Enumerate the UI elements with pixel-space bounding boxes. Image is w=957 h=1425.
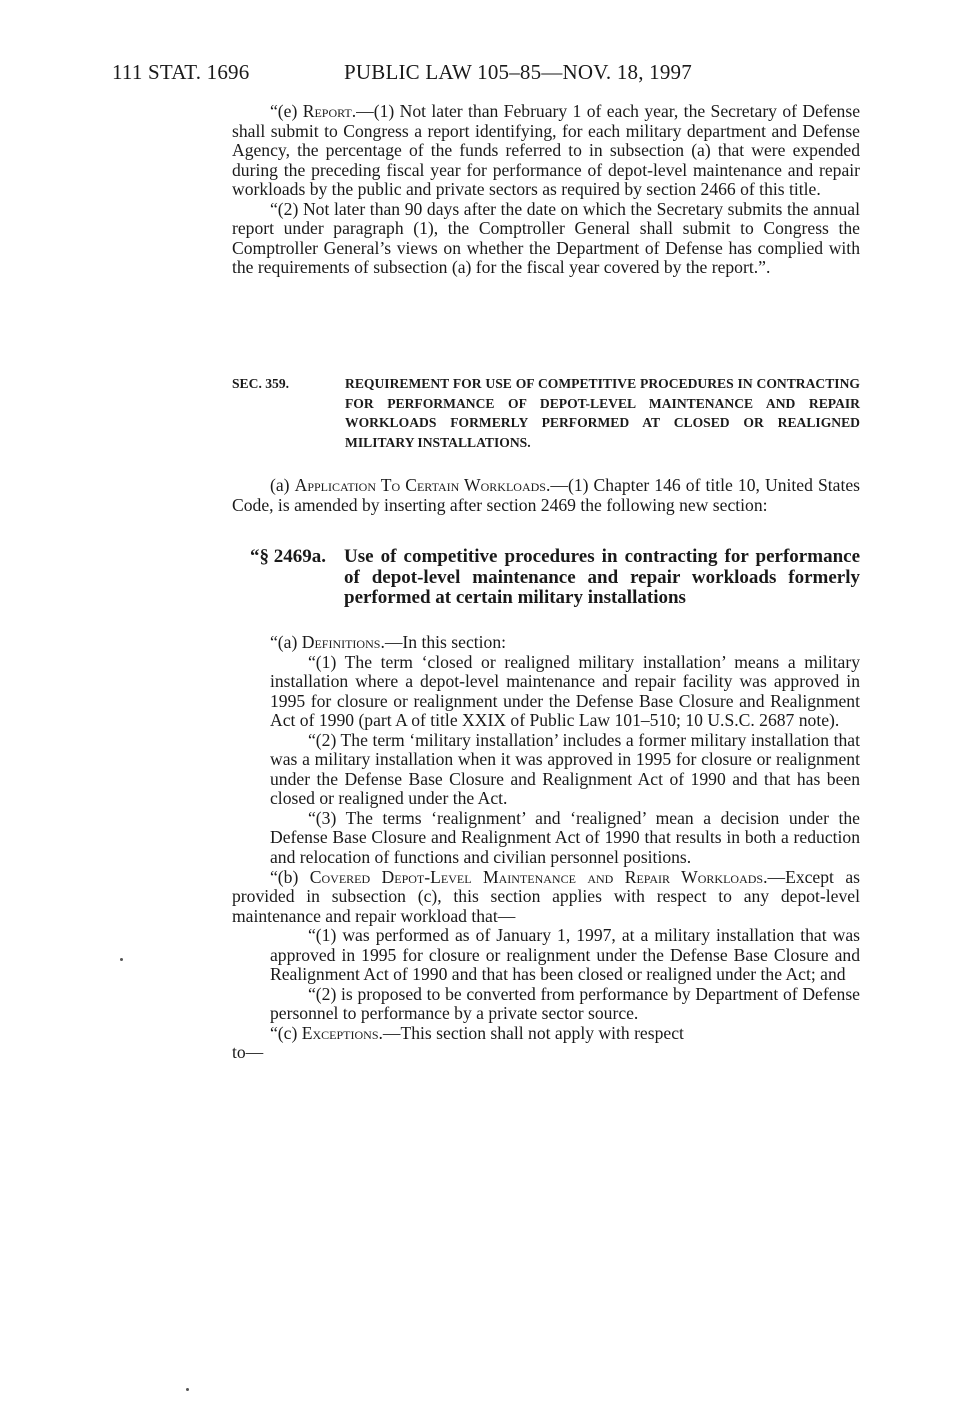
definition-item: “(3) The terms ‘realignment’ and ‘realigned’ mean a decision under the Defense Base Closure and Realignment Act of 1990 that results in both a reduction and relocation of functions and civilian personnel positions. xyxy=(270,807,860,868)
exceptions-intro xyxy=(232,1024,860,1044)
covered-workloads-list xyxy=(270,926,860,1024)
exceptions-intro-text: .—This section shall not apply with respect xyxy=(378,1022,684,1043)
scan-speck xyxy=(120,958,123,961)
definitions-intro-text: .—In this section: xyxy=(380,632,507,652)
section-359-number: SEC. 359. xyxy=(232,376,290,391)
subsection-a-caption: Application To Certain Workloads xyxy=(294,475,546,495)
covered-caption: Covered Depot-Level Maintenance and Repair Workloads xyxy=(309,866,764,887)
section-2469a-heading xyxy=(232,547,860,609)
statute-reference: 111 STAT. 1696 xyxy=(112,60,250,84)
subsection-a-application xyxy=(232,476,860,515)
definition-item: “(1) The term ‘closed or realigned military installation’ means a military installation where a depot-level maintenance and repair facility was approved in 1995 for closure or realignment under the Defense Base Closure and Realignment Act of 1990 (part A of title XXIX of Public Law 101–510; 10 U.S.C. 2687 note). xyxy=(270,651,860,731)
exceptions-lead: “(c) xyxy=(270,1022,302,1043)
section-2469a-body xyxy=(232,633,860,1063)
definitions-lead: “(a) xyxy=(270,632,302,652)
exceptions-caption: Exceptions xyxy=(301,1022,379,1043)
subsection-e-caption: Report xyxy=(302,101,352,121)
subsection-e-lead: “(e) xyxy=(270,101,303,121)
section-359-title: REQUIREMENT FOR USE OF COMPETITIVE PROCEDURES IN CONTRACTING FOR PERFORMANCE OF DEPOT-LEVEL MAINTENANCE AND REPAIR WORKLOADS FORMERLY PERFORMED AT CLOSED OR REALIGNED MILITARY INSTALLATIONS. xyxy=(345,376,860,450)
section-2469a-title: Use of competitive procedures in contracting for performance of depot-level maintenance and repair workloads formerly performed at certain military installations xyxy=(344,546,860,608)
subsection-a-lead: (a) xyxy=(270,475,295,495)
section-359-heading xyxy=(232,374,860,452)
subsection-a-paragraph xyxy=(232,476,860,515)
subsection-a-text: .—(1) Chapter 146 of title 10, United States Code, is amended by inserting after section 2469 the following new section: xyxy=(232,475,860,515)
covered-intro-text: .—Except as provided in subsection (c), this section applies with respect to any depot-level maintenance and repair workload that— xyxy=(232,866,860,926)
definitions-intro xyxy=(232,633,860,653)
subsection-e-paragraph-2: “(2) Not later than 90 days after the date on which the Secretary submits the annual report under paragraph (1), the Comptroller General shall submit to Congress the Comptroller General’s views on whether the Department of Defense has complied with the requirements of subsection (a) for the fiscal year covered by the report.”. xyxy=(232,198,860,278)
section-2469a-number: “§ 2469a. xyxy=(250,546,326,567)
scan-speck xyxy=(186,1388,189,1391)
public-law-reference: PUBLIC LAW 105–85—NOV. 18, 1997 xyxy=(344,60,692,84)
exceptions-tail: to— xyxy=(232,1042,264,1063)
covered-item: “(1) was performed as of January 1, 1997, at a military installation that was approved in 1995 for closure or realignment under the Defense Base Closure and Realignment Act of 1990 and that has been closed or realigned under the Act; and xyxy=(270,925,860,985)
definition-item: “(2) The term ‘military installation’ includes a former military installation that was a military installation when it was approved in 1995 for closure or realignment under the Defense Base Closure and Realignment Act of 1990 and that has been closed or realigned under the Act. xyxy=(270,729,860,809)
subsection-e-report xyxy=(232,102,860,278)
subsection-e-paragraph-1 xyxy=(232,102,860,200)
subsection-e-text: .—(1) Not later than February 1 of each year, the Secretary of Defense shall submit to Congress a report identifying, for each military department and Defense Agency, the percentage of the funds referred to in subsection (a) that were expended during the preceding fiscal year for performance of depot-level maintenance and repair workloads by the public and private sectors as required by section 2466 of this title. xyxy=(232,101,861,200)
covered-lead: “(b) xyxy=(270,866,310,887)
covered-workloads-intro xyxy=(232,868,860,927)
covered-item: “(2) is proposed to be converted from performance by Department of Defense personnel to performance by a private sector source. xyxy=(270,983,860,1024)
definitions-list xyxy=(270,653,860,868)
definitions-caption: Definitions xyxy=(301,632,381,652)
